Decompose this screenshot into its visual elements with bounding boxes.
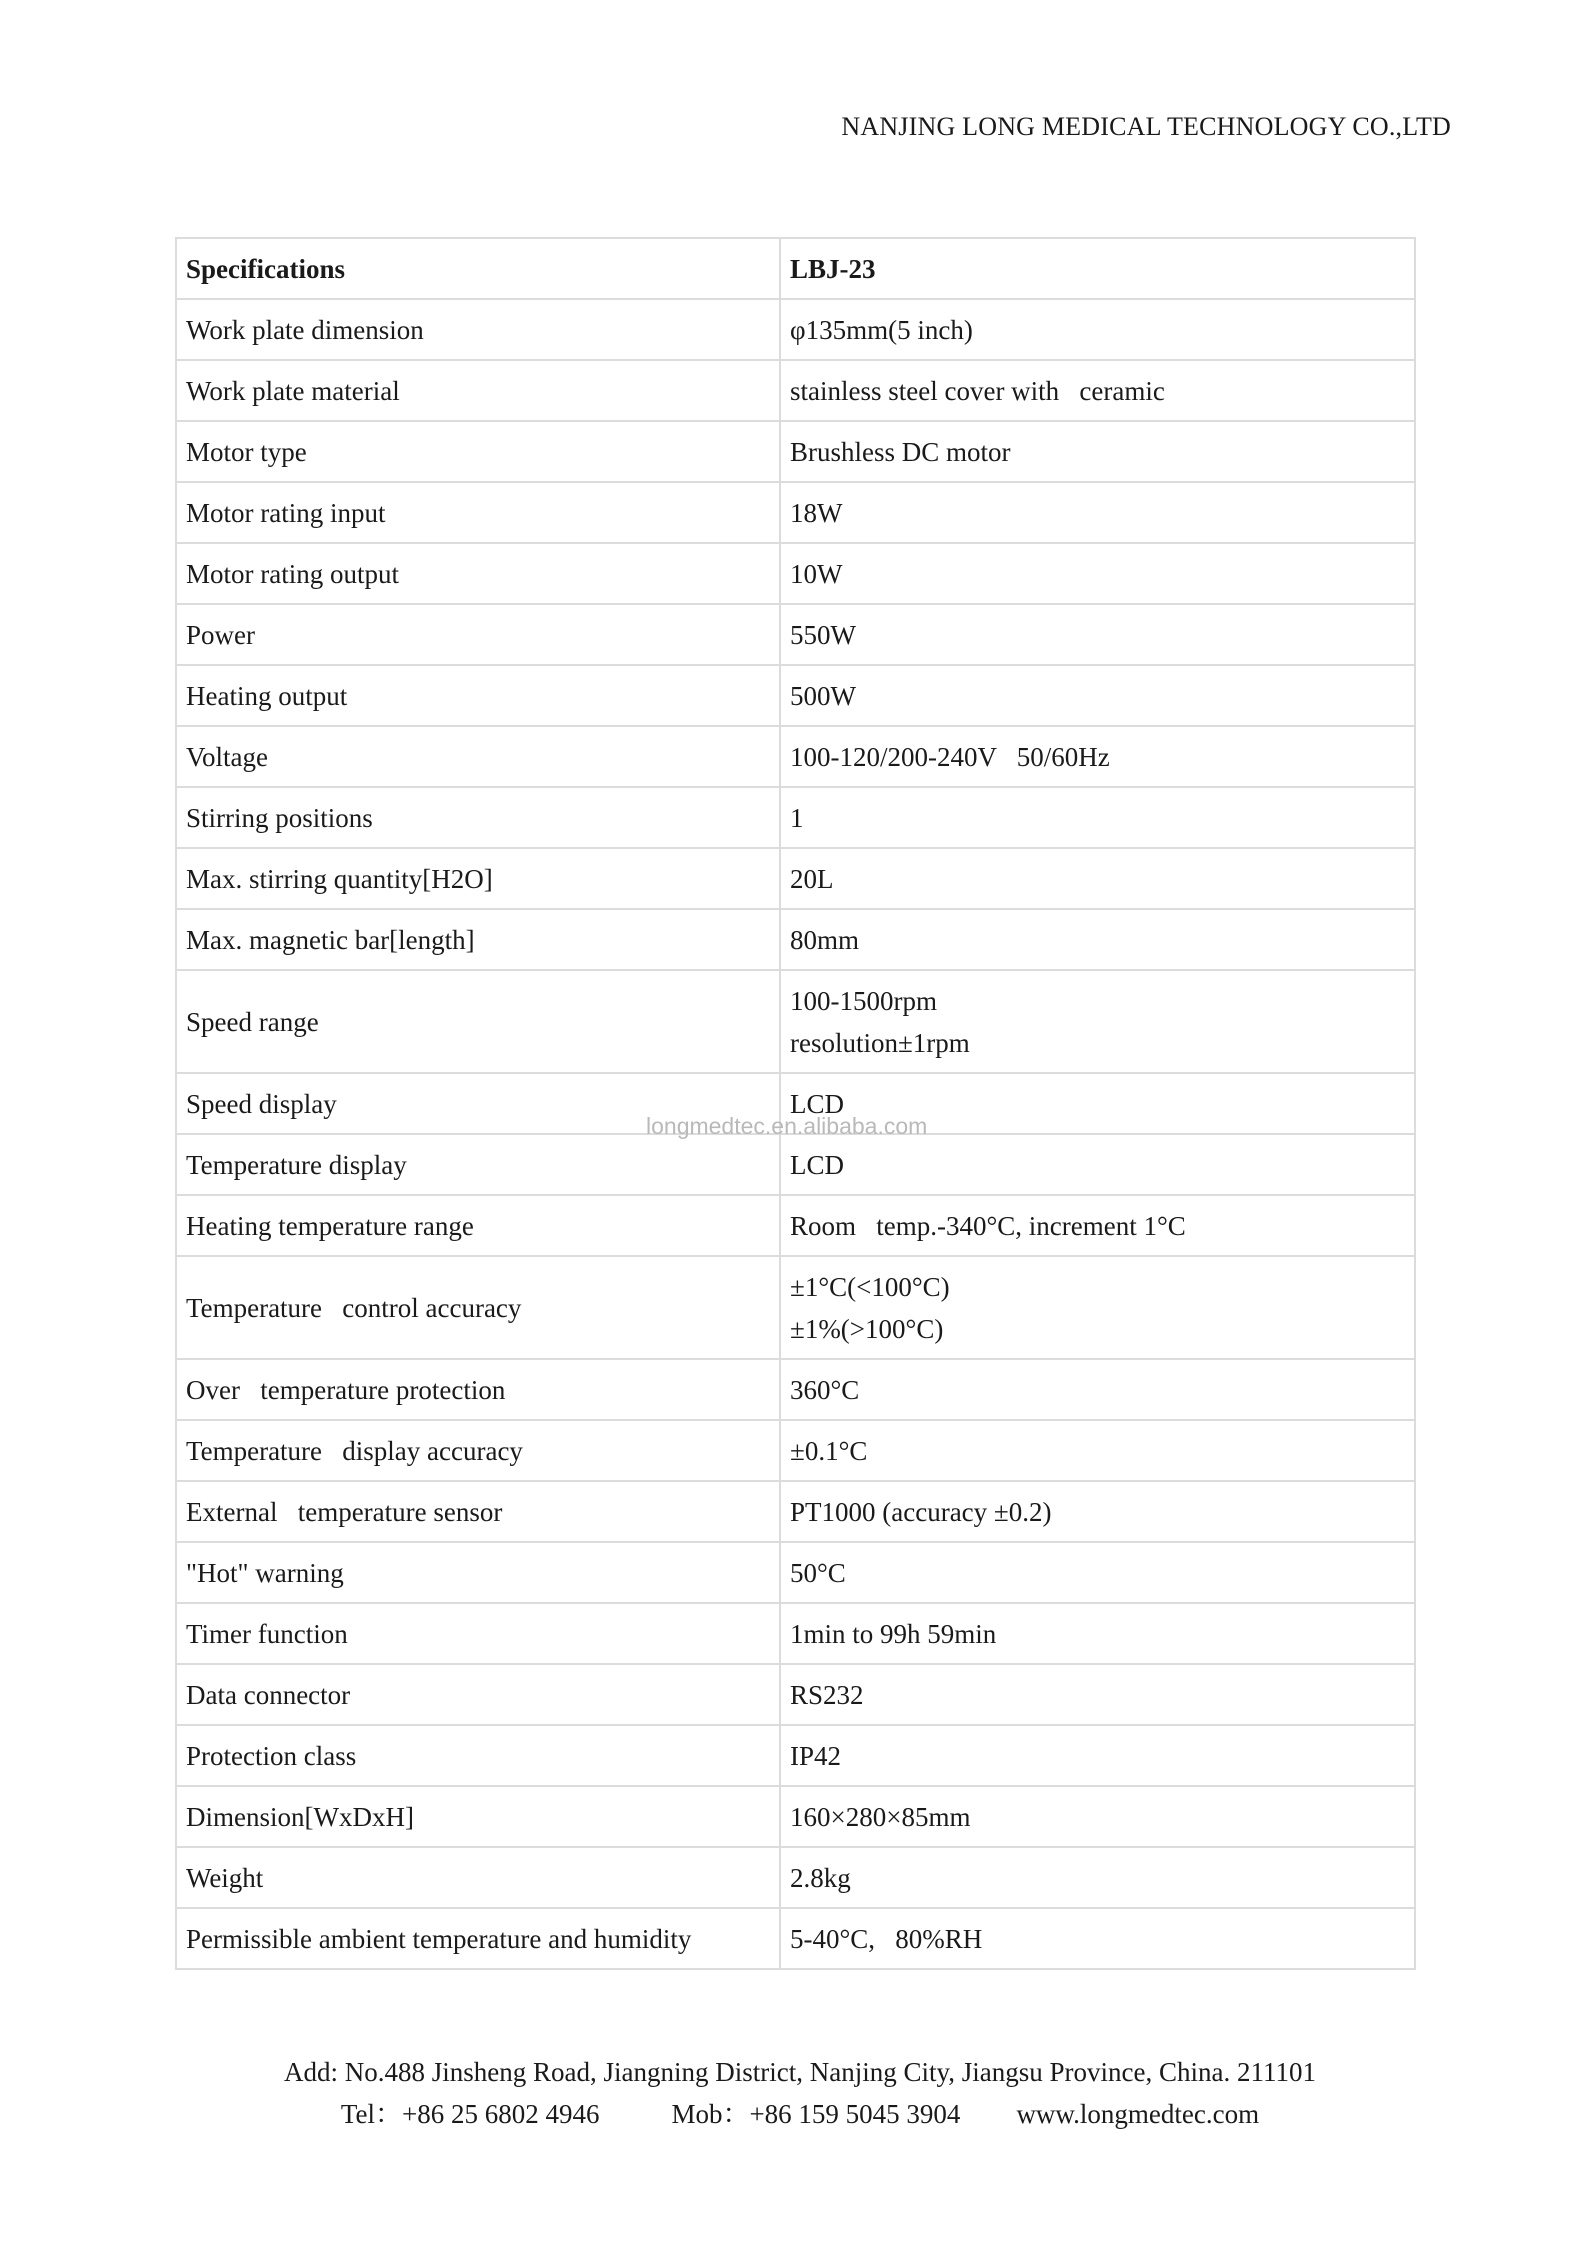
spec-value-line: resolution±1rpm xyxy=(790,1027,970,1058)
table-row xyxy=(176,421,1415,482)
table-row xyxy=(176,604,1415,665)
spec-value-cell xyxy=(780,543,1415,604)
spec-value-cell xyxy=(780,1664,1415,1725)
spec-value-line: ±0.1°C xyxy=(790,1435,868,1466)
spec-label-cell: Motor rating output xyxy=(176,543,780,604)
table-row xyxy=(176,1603,1415,1664)
spec-label-cell: Max. magnetic bar[length] xyxy=(176,909,780,970)
spec-value-line: 500W xyxy=(790,680,856,711)
spec-label-cell: Weight xyxy=(176,1847,780,1908)
table-row xyxy=(176,1195,1415,1256)
spec-label-cell: Timer function xyxy=(176,1603,780,1664)
watermark: longmedtec.en.alibaba.com xyxy=(646,1113,928,1139)
spec-label-cell: Motor rating input xyxy=(176,482,780,543)
spec-value-cell xyxy=(780,665,1415,726)
spec-value-line: LCD xyxy=(790,1088,844,1119)
spec-value-line: 100-1500rpm xyxy=(790,985,937,1016)
table-row xyxy=(176,1542,1415,1603)
spec-value-line: Brushless DC motor xyxy=(790,436,1011,467)
spec-value-cell xyxy=(780,482,1415,543)
spec-value-line: RS232 xyxy=(790,1679,864,1710)
spec-label-cell: Max. stirring quantity[H2O] xyxy=(176,848,780,909)
spec-value-line: φ135mm(5 inch) xyxy=(790,314,973,345)
table-row xyxy=(176,909,1415,970)
spec-value-cell xyxy=(780,1256,1415,1359)
footer-tel: Tel：+86 25 6802 4946 xyxy=(340,2099,600,2129)
spec-value-line: 160×280×85mm xyxy=(790,1801,971,1832)
spec-value-cell xyxy=(780,1359,1415,1420)
spec-label-cell: Heating temperature range xyxy=(176,1195,780,1256)
table-row xyxy=(176,1256,1415,1359)
spec-value-cell xyxy=(780,726,1415,787)
spec-label-cell: Heating output xyxy=(176,665,780,726)
spec-label-cell: Work plate dimension xyxy=(176,299,780,360)
spec-label-cell: Temperature control accuracy xyxy=(176,1256,780,1359)
company-name: NANJING LONG MEDICAL TECHNOLOGY CO.,LTD xyxy=(841,112,1451,141)
spec-label-cell: Power xyxy=(176,604,780,665)
header-label-cell: Specifications xyxy=(176,238,780,299)
spec-value-cell xyxy=(780,421,1415,482)
spec-value-cell xyxy=(780,1725,1415,1786)
spec-value-cell xyxy=(780,848,1415,909)
spec-label-cell: Speed range xyxy=(176,970,780,1073)
table-row xyxy=(176,1481,1415,1542)
table-row xyxy=(176,970,1415,1073)
spec-value-cell xyxy=(780,1134,1415,1195)
spec-value-line: 80mm xyxy=(790,924,860,955)
spec-value-cell xyxy=(780,360,1415,421)
spec-value-cell xyxy=(780,604,1415,665)
spec-label-cell: Over temperature protection xyxy=(176,1359,780,1420)
table-row xyxy=(176,1786,1415,1847)
spec-value-line: 20L xyxy=(790,863,834,894)
table-row xyxy=(176,543,1415,604)
spec-value-cell xyxy=(780,787,1415,848)
spec-label-cell: Permissible ambient temperature and humidity xyxy=(176,1908,780,1969)
specifications-table xyxy=(175,237,1416,1970)
spec-value-line: 2.8kg xyxy=(790,1862,851,1893)
spec-value-line: 1 xyxy=(790,802,804,833)
spec-label-cell: Protection class xyxy=(176,1725,780,1786)
header-model-cell: LBJ-23 xyxy=(780,238,1415,299)
table-row xyxy=(176,726,1415,787)
spec-label-cell: Data connector xyxy=(176,1664,780,1725)
table-row xyxy=(176,1847,1415,1908)
spec-label-cell: Dimension[WxDxH] xyxy=(176,1786,780,1847)
spec-value-line: 10W xyxy=(790,558,843,589)
table-row xyxy=(176,1908,1415,1969)
footer-address: Add: No.488 Jinsheng Road, Jiangning District, Nanjing City, Jiangsu Province, China. 211101 xyxy=(284,2057,1316,2087)
table-row xyxy=(176,299,1415,360)
spec-value-cell xyxy=(780,1542,1415,1603)
table-row xyxy=(176,665,1415,726)
spec-value-cell xyxy=(780,1195,1415,1256)
spec-value-line: ±1°C(<100°C) xyxy=(790,1271,950,1302)
spec-value-line: 5-40°C, 80%RH xyxy=(790,1923,983,1954)
spec-value-line: 100-120/200-240V 50/60Hz xyxy=(790,741,1110,772)
table-row xyxy=(176,1664,1415,1725)
spec-value-line: ±1%(>100°C) xyxy=(790,1313,944,1344)
spec-value-cell xyxy=(780,1603,1415,1664)
spec-label-cell: External temperature sensor xyxy=(176,1481,780,1542)
spec-value-line: 1min to 99h 59min xyxy=(790,1618,997,1649)
spec-value-line: IP42 xyxy=(790,1740,842,1771)
spec-value-line: 360°C xyxy=(790,1374,860,1405)
table-row xyxy=(176,482,1415,543)
spec-label-cell: "Hot" warning xyxy=(176,1542,780,1603)
spec-value-cell xyxy=(780,299,1415,360)
spec-label-cell: Temperature display xyxy=(176,1134,780,1195)
spec-value-line: stainless steel cover with ceramic xyxy=(790,375,1165,406)
spec-value-cell xyxy=(780,1908,1415,1969)
specifications-table-body xyxy=(176,238,1415,1969)
spec-value-line: Room temp.-340°C, increment 1°C xyxy=(790,1210,1186,1241)
table-row xyxy=(176,848,1415,909)
spec-value-cell xyxy=(780,1420,1415,1481)
spec-value-line: LCD xyxy=(790,1149,844,1180)
spec-label-cell: Motor type xyxy=(176,421,780,482)
spec-value-line: 18W xyxy=(790,497,843,528)
spec-value-cell xyxy=(780,1786,1415,1847)
spec-label-cell: Work plate material xyxy=(176,360,780,421)
spec-value-line: 50°C xyxy=(790,1557,846,1588)
spec-label-cell: Voltage xyxy=(176,726,780,787)
table-row xyxy=(176,360,1415,421)
footer-website: www.longmedtec.com xyxy=(1016,2099,1260,2129)
spec-value-cell xyxy=(780,1481,1415,1542)
footer-mob: Mob：+86 159 5045 3904 xyxy=(671,2099,961,2129)
table-row xyxy=(176,1725,1415,1786)
spec-value-cell xyxy=(780,909,1415,970)
table-row xyxy=(176,1134,1415,1195)
spec-value-cell xyxy=(780,970,1415,1073)
spec-value-cell xyxy=(780,1847,1415,1908)
table-row xyxy=(176,1359,1415,1420)
footer-contacts xyxy=(0,2092,1587,2131)
spec-value-line: PT1000 (accuracy ±0.2) xyxy=(790,1496,1052,1527)
table-header-row xyxy=(176,238,1415,299)
spec-label-cell: Temperature display accuracy xyxy=(176,1420,780,1481)
table-row xyxy=(176,787,1415,848)
spec-label-cell: Stirring positions xyxy=(176,787,780,848)
spec-label-cell: Speed display xyxy=(176,1073,780,1134)
table-row xyxy=(176,1420,1415,1481)
spec-value-line: 550W xyxy=(790,619,856,650)
